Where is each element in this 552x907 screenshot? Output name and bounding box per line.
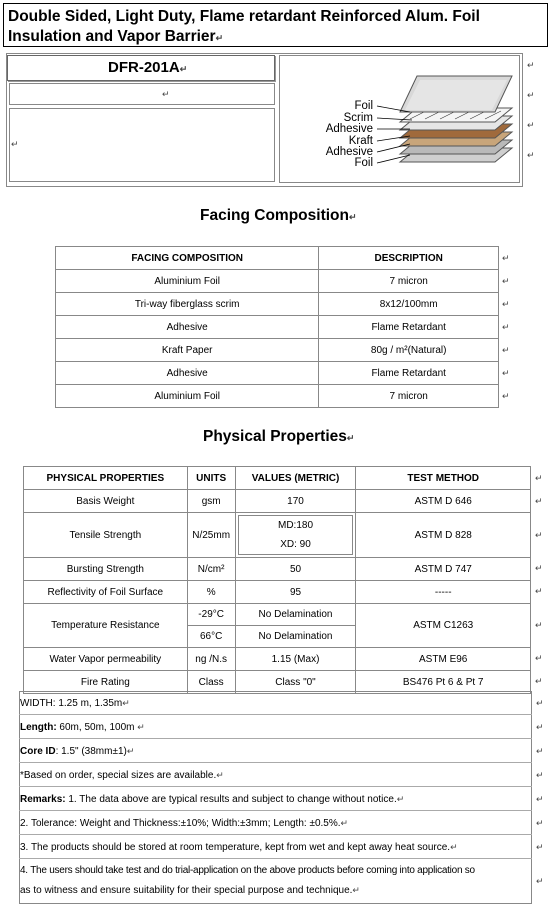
- table-row: [56, 362, 499, 385]
- column-header: VALUES (METRIC): [235, 467, 356, 490]
- table-cell: %: [187, 581, 235, 604]
- table-row: [24, 558, 531, 581]
- table-cell: Aluminium Foil: [56, 385, 319, 408]
- table-cell: 80g / m²(Natural): [319, 339, 499, 362]
- table-cell: Temperature Resistance: [24, 604, 188, 648]
- note-tolerance: 2. Tolerance: Weight and Thickness:±10%; Width:±3mm; Length: ±0.5%.↵: [20, 818, 349, 829]
- table-cell: Tri-way fiberglass scrim: [56, 293, 319, 316]
- table-row: [24, 513, 531, 558]
- table-cell: ASTM C1263: [356, 604, 531, 648]
- table-cell: 50: [235, 558, 356, 581]
- note-remarks: Remarks: 1. The data above are typical results and subject to change without notice.↵: [20, 794, 405, 805]
- table-cell: ASTM E96: [356, 648, 531, 671]
- column-header: UNITS: [187, 467, 235, 490]
- table-cell: Adhesive: [56, 316, 319, 339]
- page-title: Double Sided, Light Duty, Flame retardant Reinforced Alum. Foil Insulation and Vapor Barrier↵: [8, 8, 480, 45]
- note-testing-cont: as to witness and ensure suitability for their special purpose and technique.↵: [20, 885, 360, 896]
- blank-cell: ↵: [9, 83, 275, 105]
- table-cell: ng /N.s: [187, 648, 235, 671]
- table-row: [56, 385, 499, 408]
- table-cell: ASTM D 747: [356, 558, 531, 581]
- table-cell: Bursting Strength: [24, 558, 188, 581]
- table-cell: Aluminium Foil: [56, 270, 319, 293]
- layer-diagram: [280, 56, 519, 182]
- title-box: [3, 3, 548, 47]
- physical-heading: Physical Properties↵: [203, 428, 355, 445]
- table-cell: Flame Retardant: [319, 362, 499, 385]
- table-cell: -29°C: [187, 604, 235, 626]
- column-header: FACING COMPOSITION: [56, 247, 319, 270]
- table-cell: Water Vapor permeability: [24, 648, 188, 671]
- layer-label: Foil: [354, 100, 373, 112]
- table-cell: Tensile Strength: [24, 513, 188, 558]
- table-header-row: [24, 467, 531, 490]
- table-cell: Fire Rating: [24, 671, 188, 694]
- table-cell: 7 micron: [319, 385, 499, 408]
- table-cell: gsm: [187, 490, 235, 513]
- product-code-box: [7, 55, 275, 81]
- table-cell: -----: [356, 581, 531, 604]
- table-cell: ASTM D 828: [356, 513, 531, 558]
- table-row: [24, 648, 531, 671]
- table-cell: BS476 Pt 6 & Pt 7: [356, 671, 531, 694]
- table-cell: 66°C: [187, 626, 235, 648]
- table-row: [56, 339, 499, 362]
- note-testing: 4. The users should take test and do trial-application on the above products before coming into application so: [20, 865, 475, 876]
- table-cell: No Delamination: [235, 626, 356, 648]
- table-cell: [235, 513, 356, 558]
- table-cell: No Delamination: [235, 604, 356, 626]
- layer-label: Adhesive: [325, 123, 373, 135]
- table-cell: 95: [235, 581, 356, 604]
- facing-table: [55, 246, 499, 408]
- table-row: [24, 581, 531, 604]
- table-cell: Reflectivity of Foil Surface: [24, 581, 188, 604]
- table-row: [24, 604, 531, 626]
- tensile-md: MD:180: [278, 520, 314, 531]
- layer-label: Foil: [354, 157, 373, 169]
- layer-label: Scrim: [343, 112, 373, 124]
- table-cell: N/cm²: [187, 558, 235, 581]
- table-cell: 8x12/100mm: [319, 293, 499, 316]
- layer-diagram-box: [279, 55, 520, 183]
- table-cell: 170: [235, 490, 356, 513]
- table-row: [56, 316, 499, 339]
- product-code: DFR-201A↵: [108, 59, 188, 76]
- note-width: WIDTH: 1.25 m, 1.35m↵: [20, 698, 130, 709]
- note-special: *Based on order, special sizes are available.↵: [20, 770, 224, 781]
- note-core: Core ID: 1.5" (38mm±1)↵: [20, 746, 135, 757]
- tensile-xd: XD: 90: [280, 539, 311, 550]
- table-cell: Flame Retardant: [319, 316, 499, 339]
- blank-cell: ↵: [9, 108, 275, 182]
- column-header: PHYSICAL PROPERTIES: [24, 467, 188, 490]
- column-header: TEST METHOD: [356, 467, 531, 490]
- facing-heading: Facing Composition↵: [200, 207, 357, 224]
- note-length: Length: 60m, 50m, 100m ↵: [20, 722, 145, 733]
- layer-label: Adhesive: [325, 146, 373, 158]
- table-row: [24, 490, 531, 513]
- table-cell: Kraft Paper: [56, 339, 319, 362]
- table-cell: Adhesive: [56, 362, 319, 385]
- table-cell: 1.15 (Max): [235, 648, 356, 671]
- table-row: [56, 293, 499, 316]
- note-storage: 3. The products should be stored at room temperature, kept from wet and kept away heat source.↵: [20, 842, 458, 853]
- table-header-row: [56, 247, 499, 270]
- table-cell: ASTM D 646: [356, 490, 531, 513]
- table-cell: Class "0": [235, 671, 356, 694]
- physical-table: [23, 466, 531, 694]
- table-cell: Class: [187, 671, 235, 694]
- table-cell: Basis Weight: [24, 490, 188, 513]
- layer-label: Kraft: [348, 135, 373, 147]
- table-cell: 7 micron: [319, 270, 499, 293]
- table-row: [56, 270, 499, 293]
- table-cell: N/25mm: [187, 513, 235, 558]
- column-header: DESCRIPTION: [319, 247, 499, 270]
